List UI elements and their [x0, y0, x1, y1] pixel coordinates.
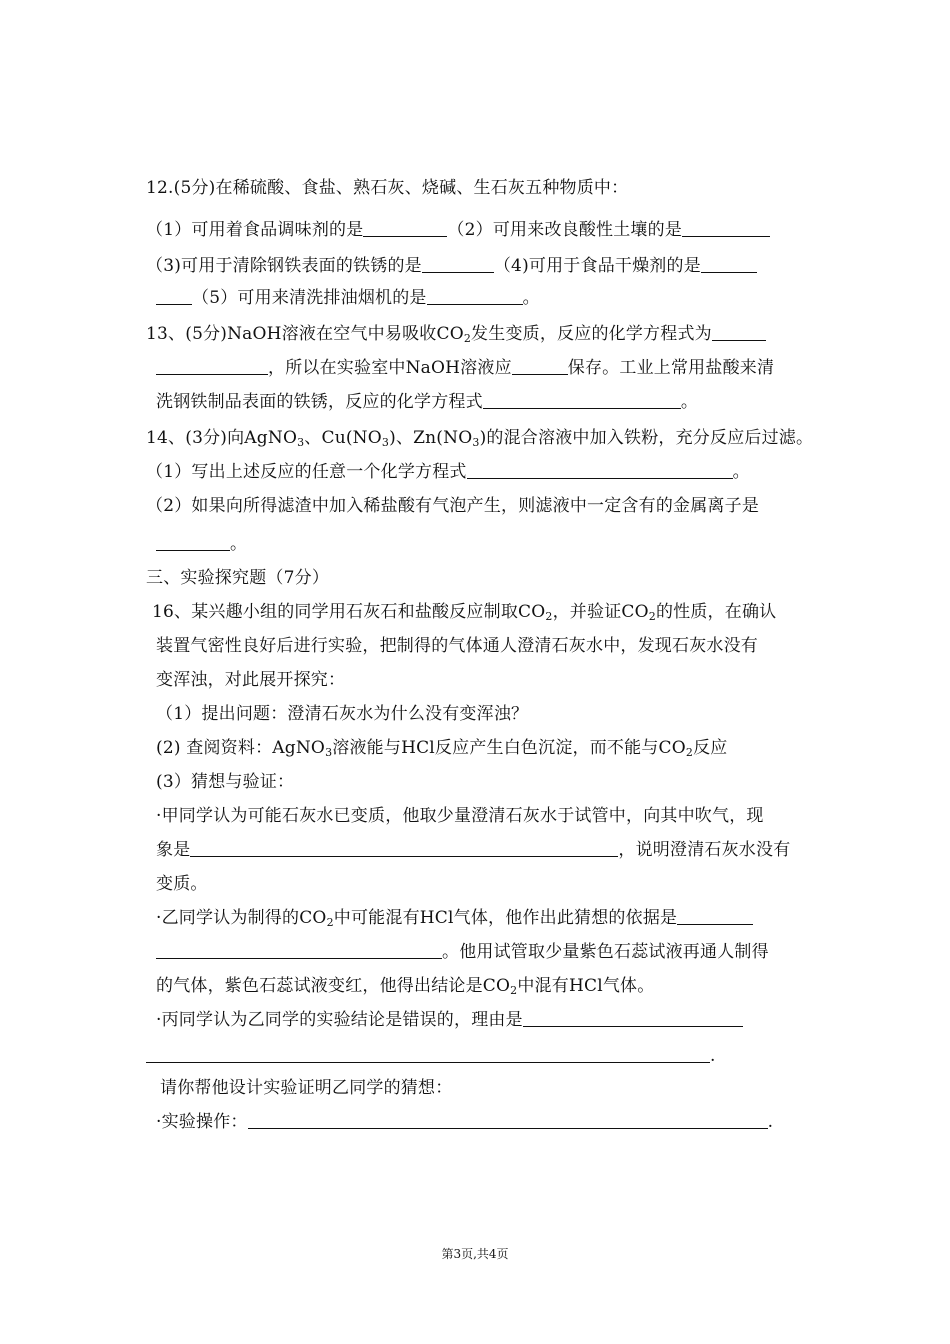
q16-step2-text-c: 反应 — [693, 738, 728, 758]
q14-text-d: )的混合溶液中加入铁粉，充分反应后过滤。 — [479, 428, 814, 448]
q16-design-line — [160, 1076, 452, 1100]
q16-yi-text-1a: ·乙同学认为制得的CO — [156, 908, 327, 928]
q16-step-3 — [156, 770, 294, 794]
q16-yi-line-3 — [156, 974, 654, 998]
q16-bing-line-2 — [146, 1044, 716, 1068]
q16-bing-period: . — [710, 1046, 716, 1066]
q14-subscript-1: 3 — [297, 436, 305, 449]
q16-jia-text-2a: 象是 — [156, 840, 191, 860]
q12-end-mark: 。 — [522, 288, 540, 308]
q16-text-a: 16、某兴趣小组的同学用石灰石和盐酸反应制取CO — [152, 602, 546, 622]
q13-blank-3[interactable] — [483, 390, 681, 409]
q16-text-c: 的性质，在确认 — [655, 602, 777, 622]
q14-text-c: )、Zn(NO — [389, 428, 473, 448]
q16-line-2 — [156, 634, 758, 658]
q16-yi-line-2 — [156, 940, 769, 964]
q13-text-c: ，所以在实验室中NaOH溶液应 — [268, 358, 512, 378]
q14-part1-text: （1）写出上述反应的任意一个化学方程式 — [146, 462, 467, 482]
q16-bing-blank-b[interactable] — [146, 1044, 710, 1063]
q16-jia-text-2b: ，说明澄清石灰水没有 — [618, 840, 791, 860]
q13-text-d: 保存。工业上常用盐酸来清 — [567, 358, 775, 378]
q16-operation-line — [156, 1110, 773, 1134]
q16-step-2 — [156, 736, 728, 760]
q12-part1-text: （1）可用着食品调味剂的是 — [146, 220, 364, 240]
q12-blank-3[interactable] — [422, 254, 494, 273]
q16-text-b: ，并验证CO — [552, 602, 649, 622]
q16-subscript-2: 2 — [648, 610, 656, 623]
q16-yi-line-1 — [156, 906, 753, 930]
q16-yi-text-3a: 的气体，紫色石蕊试液变红，他得出结论是CO — [156, 976, 511, 996]
q14-text-a: 14、(3分)向AgNO — [146, 428, 298, 448]
q16-yi-text-1b: 中可能混有HCl气体，他作出此猜想的依据是 — [333, 908, 678, 928]
q14-subscript-2: 3 — [381, 436, 390, 449]
q16-bing-blank-a[interactable] — [523, 1008, 743, 1027]
q12-blank-1[interactable] — [363, 218, 447, 237]
q16-operation-period: . — [767, 1112, 774, 1132]
section-3-title: 三、实验探究题（7分） — [146, 568, 330, 588]
q13-blank-2[interactable] — [512, 356, 568, 375]
q13-text-b: 发生变质，反应的化学方程式为 — [471, 324, 712, 344]
q14-end-mark: 。 — [230, 534, 248, 554]
q16-step3-text: (3）猜想与验证： — [156, 772, 295, 792]
q16-jia-text-1: ·甲同学认为可能石灰水已变质，他取少量澄清石灰水于试管中，向其中吹气，现 — [156, 806, 764, 826]
q13-co2-subscript: 2 — [463, 332, 472, 345]
page-number: 第3页,共4页 — [441, 1247, 509, 1261]
q14-line-2 — [146, 460, 750, 484]
q13-end-mark: 。 — [680, 392, 699, 412]
q12-part4-text: （4)可用于食品干燥剂的是 — [493, 256, 701, 276]
q14-blank-2[interactable] — [156, 532, 230, 551]
q16-text-line3: 变浑浊，对此展开探究： — [156, 670, 346, 690]
q16-step2-text-b: 溶液能与HCl反应产生白色沉淀，而不能与CO — [332, 738, 686, 758]
q16-operation-label: ·实验操作： — [156, 1112, 248, 1132]
q14-part1-end: 。 — [732, 462, 750, 482]
q16-jia-line-2 — [156, 838, 790, 862]
q12-part5-text: （5）可用来清洗排油烟机的是 — [192, 288, 427, 308]
q12-blank-4a[interactable] — [701, 254, 757, 273]
q16-design-text: 请你帮他设计实验证明乙同学的猜想： — [160, 1078, 453, 1098]
q14-text-b: 、Cu(NO — [304, 428, 382, 448]
q12-blank-2[interactable] — [682, 218, 770, 237]
q16-yi-blank-a[interactable] — [677, 906, 753, 925]
q14-part2-text: （2）如果向所得滤渣中加入稀盐酸有气泡产生，则滤液中一定含有的金属离子是 — [146, 496, 760, 516]
q16-yi-text-2: 。他用试管取少量紫色石蕊试液再通人制得 — [442, 942, 769, 962]
q16-yi-blank-b[interactable] — [156, 940, 442, 959]
q14-subscript-3: 3 — [472, 436, 480, 449]
q13-line-1 — [146, 322, 766, 346]
q12-part3-text: （3)可用于清除钢铁表面的铁锈的是 — [146, 256, 422, 276]
q16-jia-text-3: 变质。 — [156, 874, 208, 894]
q16-step2-text-a: (2) 查阅资料：AgNO — [156, 738, 326, 758]
q16-jia-line-1 — [156, 804, 764, 828]
q12-line-3 — [156, 286, 540, 310]
page-footer — [0, 1246, 950, 1262]
q12-blank-5[interactable] — [427, 286, 523, 305]
q16-step-1 — [156, 702, 528, 726]
q12-part2-text: （2）可用来改良酸性土壤的是 — [447, 220, 683, 240]
q14-blank-1[interactable] — [467, 460, 733, 479]
q12-line-1 — [146, 218, 770, 242]
q16-yi-subscript-2: 2 — [510, 984, 518, 997]
q16-subscript-1: 2 — [545, 610, 553, 623]
q16-line-1 — [152, 600, 776, 624]
q16-step1-text: （1）提出问题：澄清石灰水为什么没有变浑浊？ — [156, 704, 529, 724]
q12-line-2 — [146, 254, 757, 278]
q16-yi-subscript-1: 2 — [326, 916, 334, 929]
q13-blank-1a[interactable] — [712, 322, 766, 341]
q16-jia-blank[interactable] — [190, 838, 618, 857]
q13-line-2 — [156, 356, 774, 380]
q16-step2-subscript-1: 3 — [325, 746, 333, 759]
q14-line-1 — [146, 426, 813, 450]
q13-line-3 — [156, 390, 698, 414]
q16-bing-text: ·丙同学认为乙同学的实验结论是错误的，理由是 — [156, 1010, 523, 1030]
q16-operation-blank[interactable] — [248, 1110, 768, 1129]
q16-jia-line-3 — [156, 872, 208, 896]
q12-stem — [146, 176, 628, 200]
q16-yi-text-3b: 中混有HCl气体。 — [517, 976, 655, 996]
q12-blank-4b[interactable] — [156, 286, 192, 305]
q16-line-3 — [156, 668, 345, 692]
q16-bing-line-1 — [156, 1008, 743, 1032]
q14-line-3 — [146, 494, 759, 518]
q14-line-4 — [156, 532, 247, 556]
q13-text-e: 洗钢铁制品表面的铁锈，反应的化学方程式 — [156, 392, 483, 412]
q16-text-line2: 装置气密性良好后进行实验，把制得的气体通人澄清石灰水中，发现石灰水没有 — [156, 636, 758, 656]
q13-text-a: 13、(5分)NaOH溶液在空气中易吸收CO — [146, 324, 464, 344]
section-3-heading — [146, 566, 329, 590]
q12-stem-text: 12.(5分)在稀硫酸、食盐、熟石灰、烧碱、生石灰五种物质中： — [146, 178, 629, 198]
q13-blank-1b[interactable] — [156, 356, 268, 375]
q16-step2-subscript-2: 2 — [685, 746, 694, 759]
